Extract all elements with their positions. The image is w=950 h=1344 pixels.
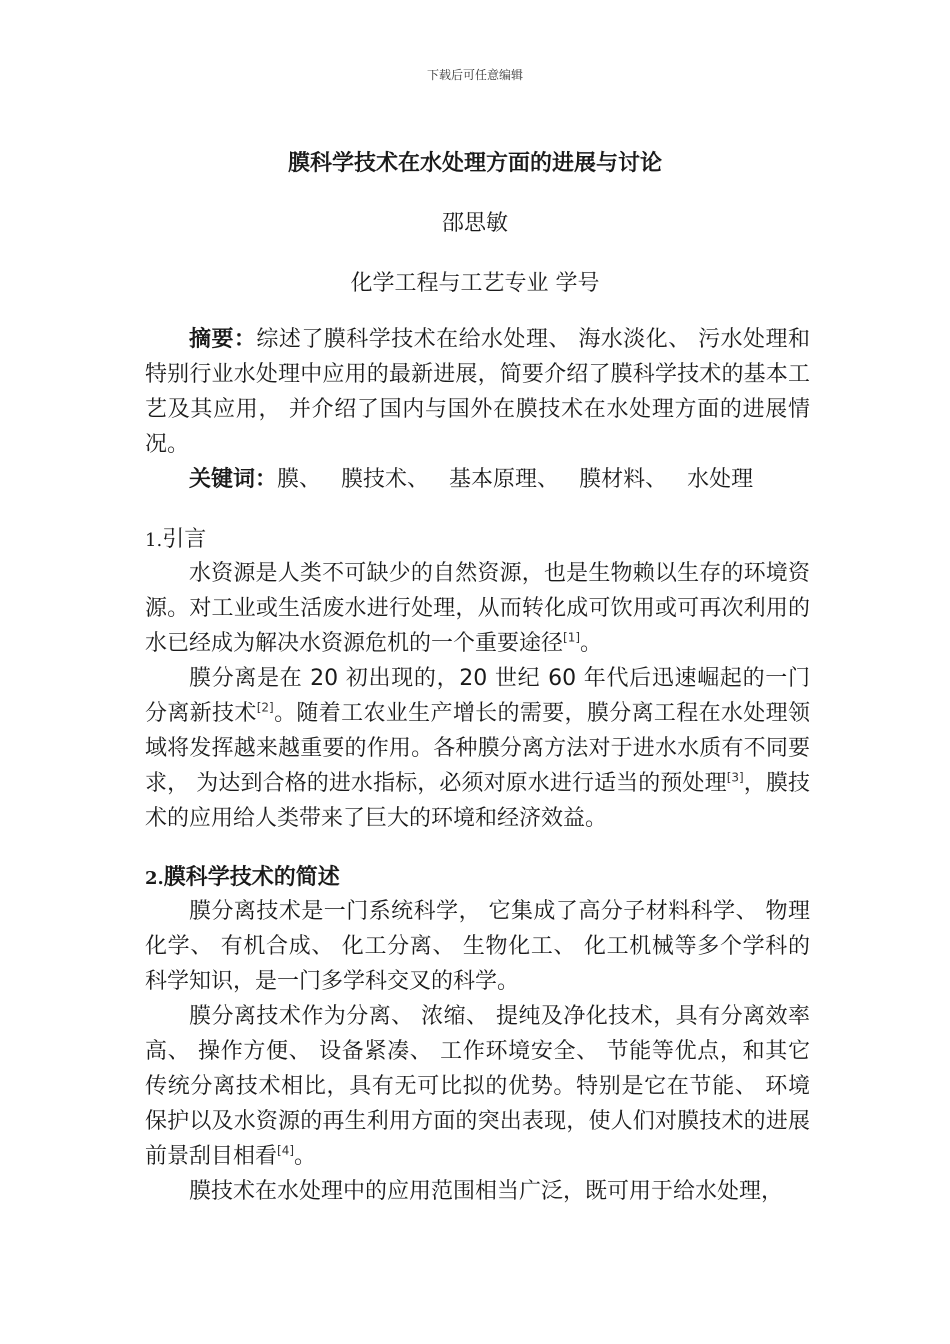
citation-ref: [1] [563, 630, 581, 645]
paragraph-text: 膜技术在水处理中的应用范围相当广泛，既可用于给水处理， [189, 1179, 784, 1204]
abstract-paragraph [145, 322, 810, 462]
section-title: 膜科学技术的简述 [163, 865, 340, 890]
paragraph-text: 。随着工农业生产增长的需要，膜分离工程在水处理领域将发挥越来越重要的作用。各种膜分离方法对于进水水质有不同要求， 为达到合格的进水指标，必须对原水进行适当的预处理 [145, 701, 810, 796]
section1-paragraph-1 [145, 556, 810, 661]
paragraph-text: 。 [580, 631, 603, 656]
section2-paragraph-3 [145, 1174, 810, 1209]
citation-ref: [2] [256, 700, 274, 715]
paragraph-text: ，膜技术的应用给人类带来了巨大的环境和经济效益。 [145, 771, 810, 831]
header-note: 下载后可任意编辑 [426, 68, 523, 82]
section-heading-1 [145, 522, 206, 553]
keywords-line [145, 462, 810, 497]
abstract-label: 摘要： [189, 327, 257, 352]
section-number: 2. [145, 868, 164, 889]
section2-paragraph-1 [145, 894, 810, 999]
paragraph-text: 膜分离技术是一门系统科学， 它集成了高分子材料科学、 物理化学、 有机合成、 化工分离、 生物化工、 化工机械等多个学科的科学知识，是一门多学科交叉的科学。 [145, 899, 810, 994]
keyword-item: 膜、 [277, 467, 322, 492]
paragraph-text: 水资源是人类不可缺少的自然资源，也是生物赖以生存的环境资源。对工业或生活废水进行处理，从而转化成可饮用或可再次利用的水已经成为解决水资源危机的一个重要途径 [145, 561, 810, 656]
keyword-item: 基本原理、 [449, 467, 560, 492]
keyword-item: 膜技术、 [341, 467, 430, 492]
keyword-item: 水处理 [687, 467, 754, 492]
section-title: 引言 [162, 527, 207, 552]
paragraph-text: 膜分离技术作为分离、 浓缩、 提纯及净化技术，具有分离效率高、 操作方便、 设备紧凑、 工作环境安全、 节能等优点，和其它传统分离技术相比，具有无可比拟的优势。特别是它在节能、 环境保护以及水资源的再生利用方面的突出表现，使人们对膜技术的进展前景刮目相看 [145, 1004, 810, 1169]
section1-paragraph-2 [145, 661, 810, 836]
author-affiliation: 化学工程与工艺专业 学号 [350, 271, 600, 296]
paper-title: 膜科学技术在水处理方面的进展与讨论 [287, 151, 662, 176]
abstract-text: 综述了膜科学技术在给水处理、 海水淡化、 污水处理和特别行业水处理中应用的最新进展，简要介绍了膜科学技术的基本工艺及其应用， 并介绍了国内与国外在膜技术在水处理方面的进展情况。 [145, 327, 810, 457]
paragraph-text: 。 [294, 1144, 317, 1169]
citation-ref: [4] [277, 1143, 295, 1158]
section2-paragraph-2 [145, 999, 810, 1174]
citation-ref: [3] [726, 770, 744, 785]
keywords-label: 关键词： [189, 467, 278, 492]
keyword-item: 膜材料、 [579, 467, 668, 492]
section-heading-2 [145, 860, 340, 891]
paragraph-text: 膜分离是在 20 初出现的，20 世纪 60 年代后迅速崛起的一门分离新技术 [145, 666, 810, 726]
author-name: 邵思敏 [441, 211, 508, 236]
section-number: 1. [145, 530, 163, 551]
